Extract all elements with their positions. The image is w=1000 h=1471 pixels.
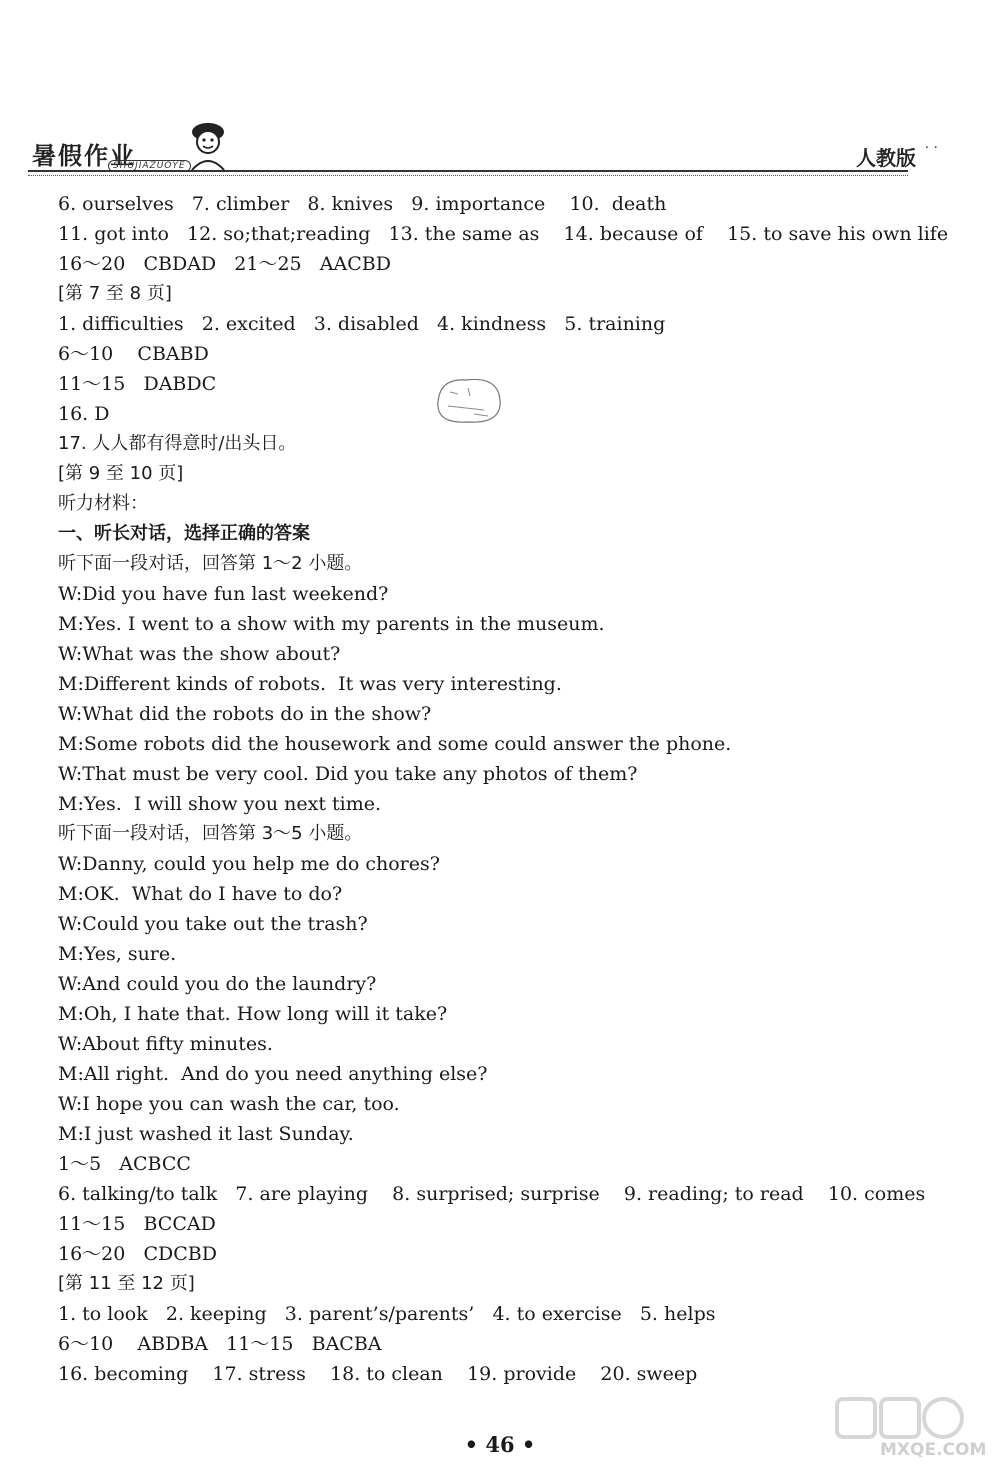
text-line: M:Yes. I will show you next time.: [58, 793, 381, 815]
text-line: 听下面一段对话，回答第 3～5 小题。: [58, 823, 363, 844]
text-line: 11～15 BCCAD: [58, 1213, 216, 1235]
text-line: M:Yes. I went to a show with my parents in the museum.: [58, 613, 605, 635]
text-line: M:Some robots did the housework and some could answer the phone.: [58, 733, 732, 755]
book-logo: [28, 112, 258, 178]
text-line: W:What did the robots do in the show?: [58, 703, 432, 725]
text-line: 一、听长对话，选择正确的答案: [58, 523, 310, 544]
logo-subtitle: SHUJIAZUOYE: [108, 160, 191, 172]
text-line: [第 11 至 12 页]: [58, 1273, 195, 1294]
text-line: 1～5 ACBCC: [58, 1153, 191, 1175]
page-number: • 46 •: [464, 1432, 536, 1457]
stamp-icon: [428, 372, 508, 428]
text-line: 17. 人人都有得意时/出头日。: [58, 433, 297, 454]
text-line: W:And could you do the laundry?: [58, 973, 377, 995]
text-line: 6. talking/to talk 7. are playing 8. surprised; surprise 9. reading; to read 10. comes: [58, 1183, 926, 1205]
edition-label: 人教版: [856, 146, 916, 170]
text-line: 16. becoming 17. stress 18. to clean 19. provide 20. sweep: [58, 1363, 698, 1385]
mascot-icon: [178, 116, 238, 172]
text-line: [第 7 至 8 页]: [58, 283, 172, 304]
text-line: 6～10 CBABD: [58, 343, 209, 365]
text-line: M:OK. What do I have to do?: [58, 883, 343, 905]
text-line: [第 9 至 10 页]: [58, 463, 184, 484]
text-line: 听下面一段对话，回答第 1～2 小题。: [58, 553, 363, 574]
text-line: M:Different kinds of robots. It was very interesting.: [58, 673, 562, 695]
header-dots: · ·: [924, 140, 938, 156]
text-line: M:Oh, I hate that. How long will it take?: [58, 1003, 448, 1025]
text-line: W:Did you have fun last weekend?: [58, 583, 389, 605]
text-line: W:That must be very cool. Did you take any photos of them?: [58, 763, 638, 785]
watermark-text: MXQE.COM: [880, 1440, 987, 1460]
text-line: 16～20 CDCBD: [58, 1243, 217, 1265]
header-rule: [28, 170, 908, 176]
text-line: W:Could you take out the trash?: [58, 913, 368, 935]
text-line: 16. D: [58, 403, 110, 425]
text-line: 11～15 DABDC: [58, 373, 217, 395]
text-line: 11. got into 12. so;that;reading 13. the same as 14. because of 15. to save his own life: [58, 223, 949, 245]
text-line: 1. to look 2. keeping 3. parent’s/parents’ 4. to exercise 5. helps: [58, 1303, 716, 1325]
text-line: W:About fifty minutes.: [58, 1033, 273, 1055]
text-line: M:I just washed it last Sunday.: [58, 1123, 354, 1145]
text-line: M:Yes, sure.: [58, 943, 177, 965]
text-line: 听力材料：: [58, 493, 148, 514]
text-line: W:What was the show about?: [58, 643, 341, 665]
text-line: W:I hope you can wash the car, too.: [58, 1093, 400, 1115]
text-line: W:Danny, could you help me do chores?: [58, 853, 440, 875]
text-line: M:All right. And do you need anything else?: [58, 1063, 488, 1085]
text-line: 6. ourselves 7. climber 8. knives 9. importance 10. death: [58, 193, 667, 215]
logo-title: 暑假作业: [32, 141, 136, 170]
page-header: [28, 112, 978, 178]
text-line: 6～10 ABDBA 11～15 BACBA: [58, 1333, 382, 1355]
answer-content: [58, 189, 958, 1389]
watermark-logo-icon: [835, 1395, 965, 1445]
text-line: 16～20 CBDAD 21～25 AACBD: [58, 253, 391, 275]
text-line: 1. difficulties 2. excited 3. disabled 4. kindness 5. training: [58, 313, 666, 335]
